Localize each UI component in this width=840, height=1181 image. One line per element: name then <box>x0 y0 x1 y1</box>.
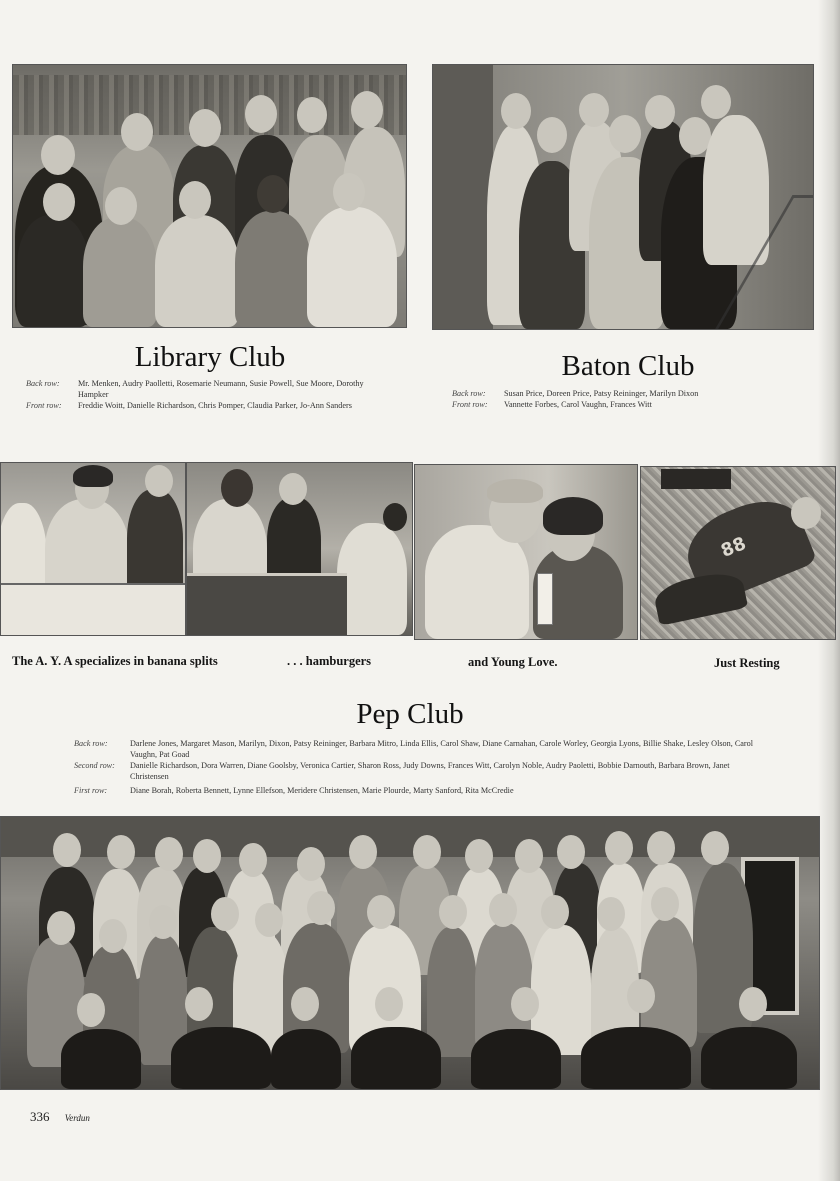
back-row-label: Back row: <box>26 379 60 388</box>
first-row-names: Diane Borah, Roberta Bennett, Lynne Ellefson, Meridere Christensen, Marie Plourde, Marty Sanford, Rita McCredie <box>130 786 514 795</box>
back-row-label: Back row: <box>74 739 108 748</box>
book-title: Verdun <box>64 1113 90 1123</box>
baton-club-photo <box>432 64 814 330</box>
just-resting-photo: 88 <box>640 466 836 640</box>
front-row-names: Vannette Forbes, Carol Vaughn, Frances Witt <box>504 400 652 409</box>
caption-banana-splits: The A. Y. A specializes in banana splits <box>12 654 218 668</box>
back-row-names: Mr. Menken, Audry Paolletti, Rosemarie Neumann, Susie Powell, Sue Moore, Dorothy Hampker <box>78 379 364 399</box>
pep-club-roster <box>74 738 764 796</box>
baton-club-front-row <box>452 399 782 410</box>
caption-just-resting: Just Resting <box>714 656 780 670</box>
baton-club-back-row <box>452 388 782 399</box>
young-love-photo <box>414 464 638 640</box>
hamburgers-photo <box>186 462 413 636</box>
library-club-front-row <box>26 400 382 411</box>
baton-club-title: Baton Club <box>561 350 695 382</box>
pep-club-back-row <box>74 738 764 760</box>
front-row-names: Freddie Woitt, Danielle Richardson, Chris Pomper, Claudia Parker, Jo-Ann Sanders <box>78 401 352 410</box>
page-number: 336 <box>30 1109 50 1124</box>
back-row-names: Susan Price, Doreen Price, Patsy Reininger, Marilyn Dixon <box>504 389 699 398</box>
first-row-label: First row: <box>74 786 108 795</box>
front-row-label: Front row: <box>452 400 488 409</box>
caption-hamburgers: . . . hamburgers <box>287 654 372 668</box>
library-club-title: Library Club <box>134 341 286 373</box>
back-row-label: Back row: <box>452 389 486 398</box>
library-club-roster <box>26 378 382 411</box>
library-club-back-row <box>26 378 382 400</box>
page-folio <box>30 1109 90 1125</box>
pep-club-photo <box>0 816 820 1090</box>
pep-club-title: Pep Club <box>356 698 464 730</box>
caption-young-love: and Young Love. <box>468 655 558 669</box>
banana-splits-photo <box>0 462 186 636</box>
baton-club-roster <box>452 388 782 410</box>
second-row-label: Second row: <box>74 761 115 770</box>
back-row-names: Darlene Jones, Margaret Mason, Marilyn, Dixon, Patsy Reininger, Barbara Mitro, Linda Ellis, Carol Shaw, Diane Carnahan, Carole Worley, Georgia Lyons, Billie Shake, Lesley Olson, Carol Vaughn, Pat Goad <box>130 739 754 759</box>
pep-club-second-row <box>74 760 764 782</box>
library-club-photo <box>12 64 407 328</box>
second-row-names: Danielle Richardson, Dora Warren, Diane Goolsby, Veronica Cartier, Sharon Ross, Judy Downs, Frances Witt, Carolyn Noble, Audry Paoletti, Bobbie Darnouth, Barbara Brown, Janet Christensen <box>130 761 730 781</box>
front-row-label: Front row: <box>26 401 62 410</box>
pep-club-first-row <box>74 785 764 796</box>
